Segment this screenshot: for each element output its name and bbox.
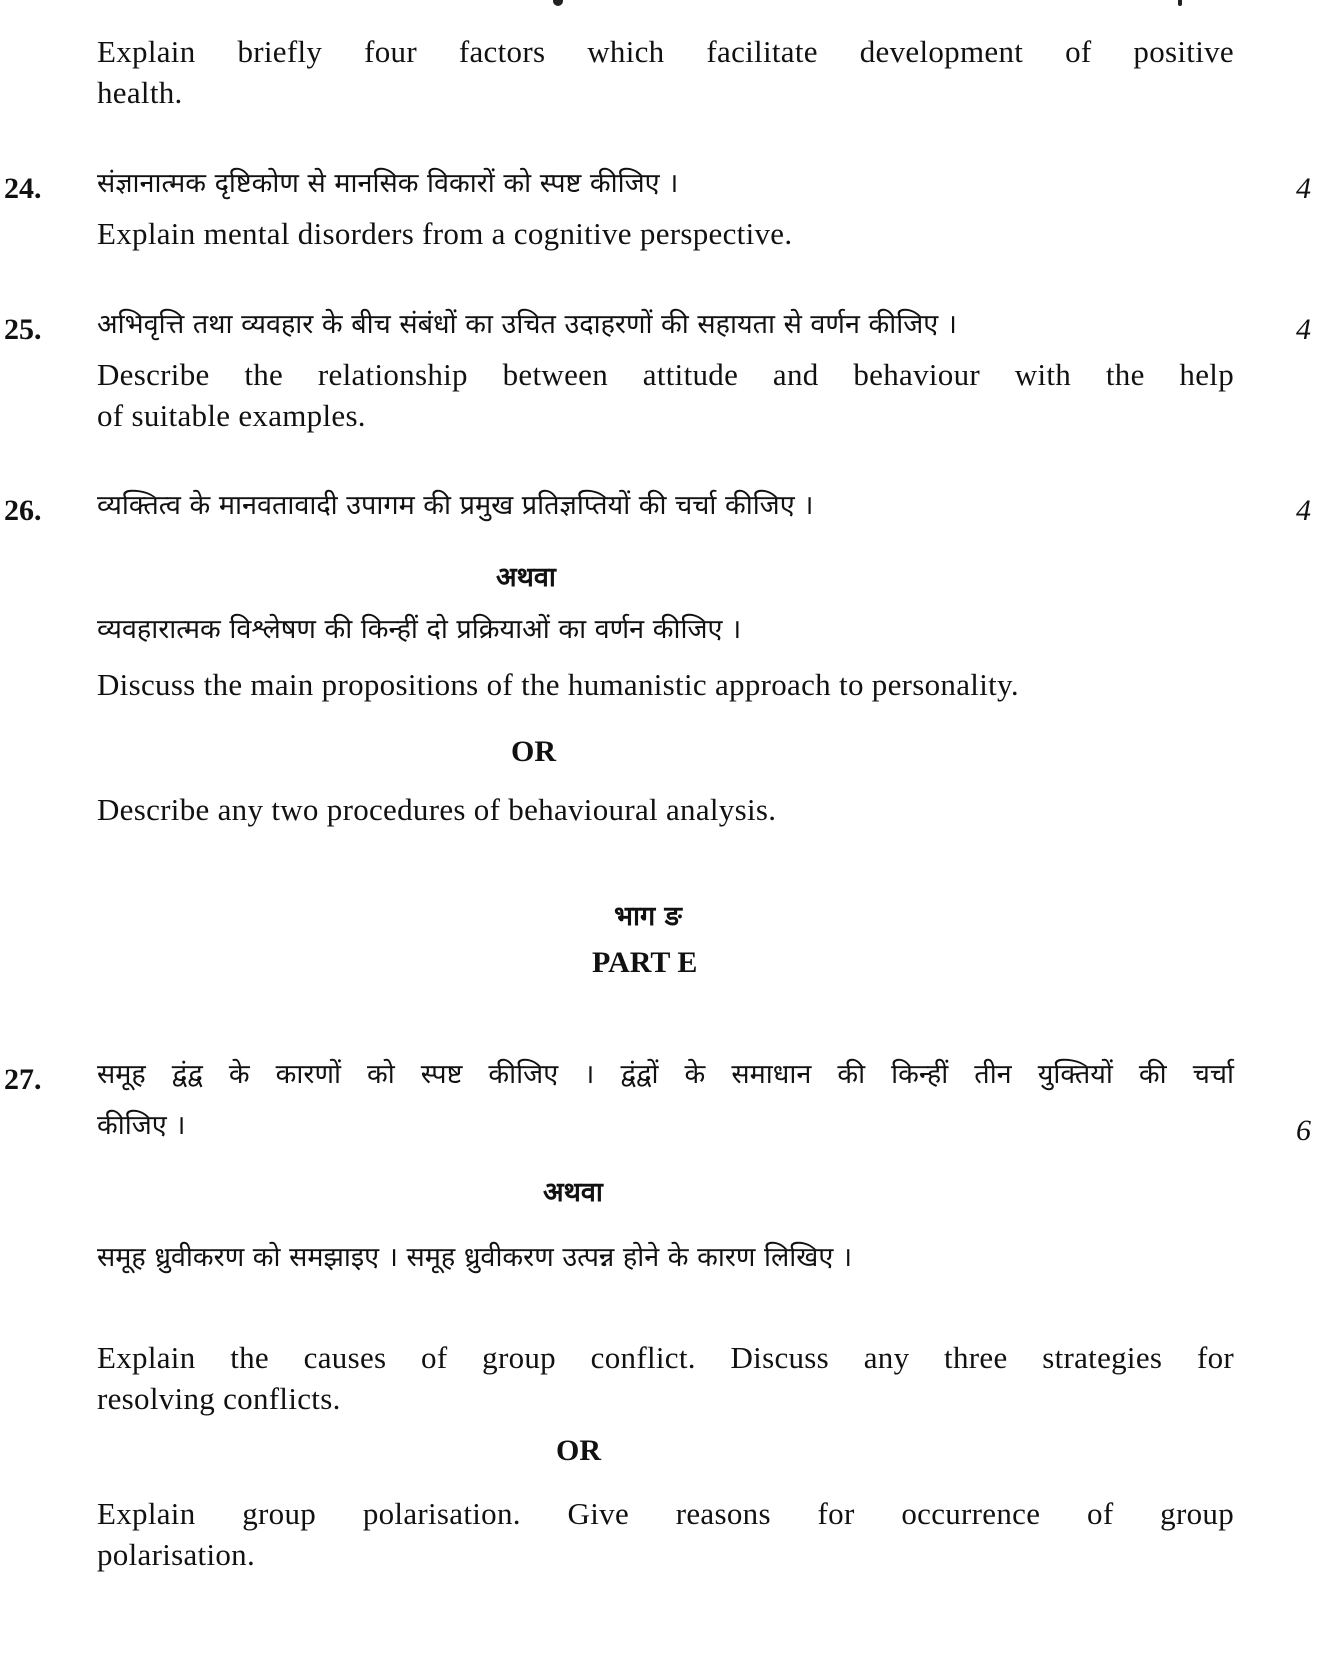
q27-english-alternative-line-1: Explain group polarisation. Give reasons for occurrence of group (97, 1496, 1234, 1531)
cropped-text-fragment (1178, 0, 1182, 6)
q25-hindi-text: अभिवृत्ति तथा व्यवहार के बीच संबंधों का उचित उदाहरणों की सहायता से वर्णन कीजिए । (97, 309, 958, 340)
q23-english-line-2: health. (97, 75, 183, 110)
question-number-25: 25. (4, 313, 42, 346)
q27-english-line-2: resolving conflicts. (97, 1381, 341, 1416)
q26-or-hindi: अथवा (496, 562, 556, 593)
q25-marks: 4 (1296, 313, 1311, 346)
q26-hindi-alternative: व्यवहारात्मक विश्लेषण की किन्हीं दो प्रक्रियाओं का वर्णन कीजिए । (97, 614, 742, 645)
q23-english-line-1: Explain briefly four factors which facilitate development of positive (97, 34, 1234, 69)
q24-english-text: Explain mental disorders from a cognitive perspective. (97, 216, 793, 251)
q24-marks: 4 (1296, 172, 1311, 205)
q27-hindi-alternative: समूह ध्रुवीकरण को समझाइए । समूह ध्रुवीकरण उत्पन्न होने के कारण लिखिए । (97, 1242, 853, 1273)
q25-english-line-1: Describe the relationship between attitude and behaviour with the help (97, 357, 1234, 392)
q27-hindi-line-1: समूह द्वंद्व के कारणों को स्पष्ट कीजिए । द्वंद्वों के समाधान की किन्हीं तीन युक्तियों की चर्चा (97, 1059, 1234, 1090)
part-e-hindi-heading: भाग ङ (614, 901, 682, 932)
q27-marks: 6 (1296, 1114, 1311, 1147)
q26-english-alternative: Describe any two procedures of behavioural analysis. (97, 792, 777, 827)
q24-hindi-text: संज्ञानात्मक दृष्टिकोण से मानसिक विकारों को स्पष्ट कीजिए । (97, 168, 679, 199)
q27-or-hindi: अथवा (543, 1177, 603, 1208)
q27-english-alternative-line-2: polarisation. (97, 1537, 256, 1572)
question-number-24: 24. (4, 172, 42, 205)
part-e-english-heading: PART E (592, 946, 698, 979)
q27-english-line-1: Explain the causes of group conflict. Discuss any three strategies for (97, 1340, 1234, 1375)
question-number-27: 27. (4, 1063, 42, 1096)
q26-or-english: OR (511, 735, 556, 768)
question-number-26: 26. (4, 494, 42, 527)
q25-english-line-2: of suitable examples. (97, 398, 366, 433)
q27-hindi-line-2: कीजिए । (97, 1110, 186, 1141)
q27-or-english: OR (556, 1434, 601, 1467)
q26-marks: 4 (1296, 494, 1311, 527)
q26-hindi-text: व्यक्तित्व के मानवतावादी उपागम की प्रमुख प्रतिज्ञप्तियों की चर्चा कीजिए । (97, 490, 814, 521)
cropped-text-fragment (553, 0, 563, 6)
q26-english-text: Discuss the main propositions of the humanistic approach to personality. (97, 667, 1019, 702)
